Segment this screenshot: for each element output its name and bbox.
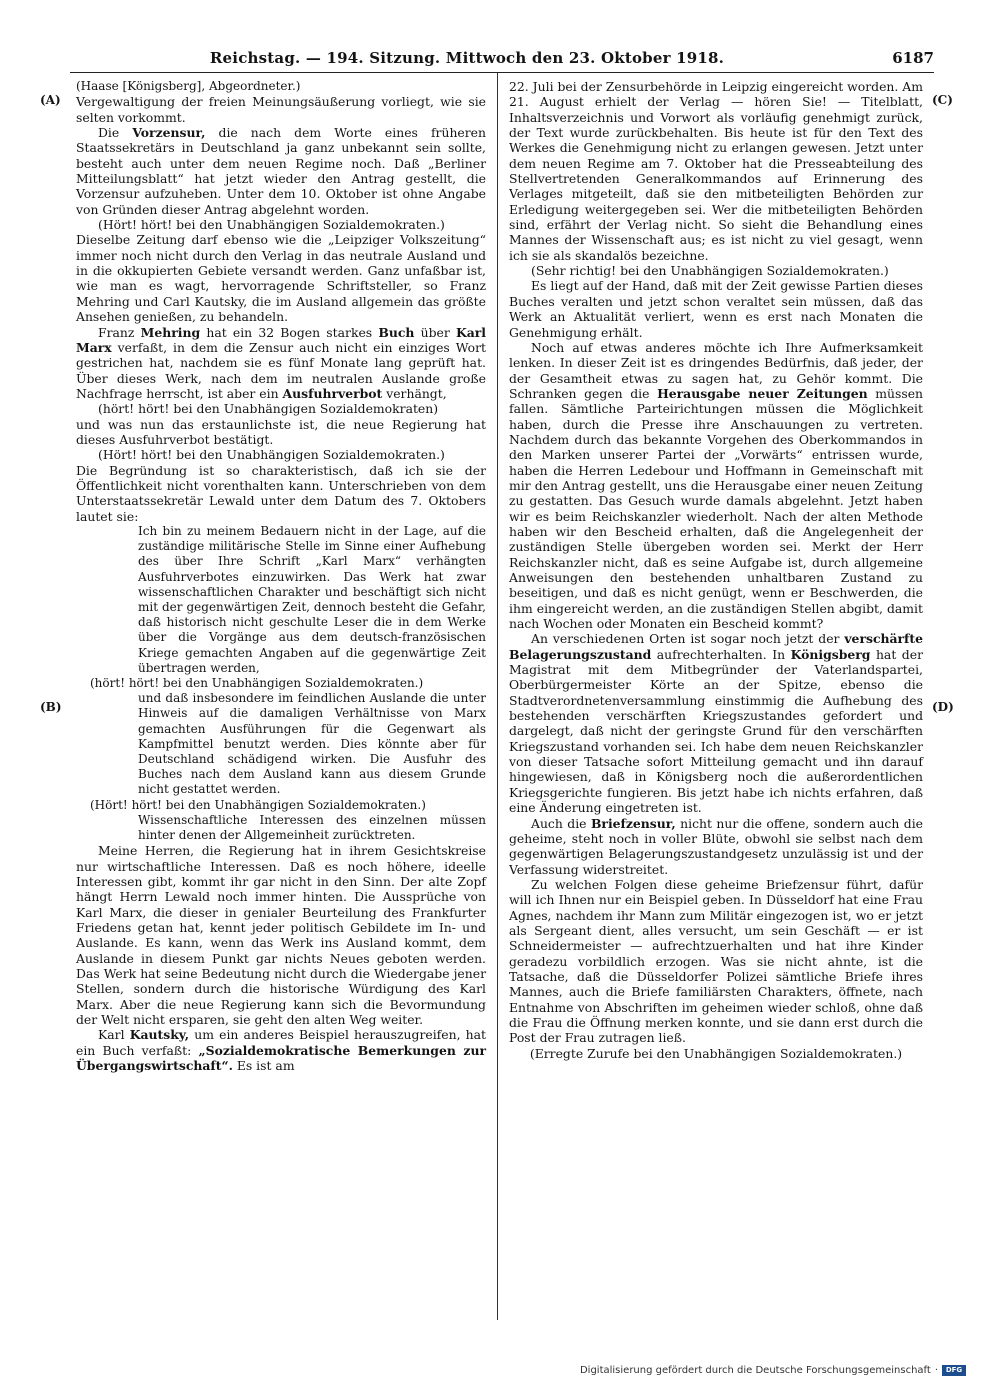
emphasis: Briefzensur,: [590, 815, 676, 831]
footer-text: Digitalisierung gefördert durch die Deutsche Forschungsgemeinschaft: [579, 1365, 931, 1376]
paragraph: Auch die Briefzensur, nicht nur die offene, sondern auch die geheime, steht noch in voller Blüte, obwohl sie selbst nach dem gegenwärtigen Belagerungszustandgesetz unzulässig ist und der Verfassung widerstreitet.: [509, 815, 923, 877]
paragraph: Franz Mehring hat ein 32 Bogen starkes Buch über Karl Marx verfaßt, in dem die Zensur auch nicht ein einziges Wort gestrichen hat, nachdem sie es fünf Monate lang geprüft hat. Über dieses Werk, nach dem im neutralen Auslande große Nachfrage herrscht, ist aber ein Ausfuhrverbot verhängt,: [76, 324, 487, 401]
emphasis: Mehring: [140, 324, 201, 340]
paragraph: Karl Kautsky, um ein anderes Beispiel herauszugreifen, hat ein Buch verfaßt: „Sozialdemokratische Bemerkungen zur Übergangswirtschaft“. Es ist am: [76, 1027, 487, 1074]
page-header: [70, 46, 934, 70]
dfg-logo-icon: DFG: [942, 1365, 966, 1376]
margin-letter-c: (C): [932, 93, 953, 107]
paragraph: Zu welchen Folgen diese geheime Briefzensur führt, dafür will ich Ihnen nur ein Beispiel geben. In Düsseldorf hat eine Frau Agnes, nachdem ihr Mann zum Militär eingezogen ist, wo er jetzt als Sergeant dient, alles versucht, um sein Geschäft — er ist Schneidermeister — aufrechtzuerhalten und hat ihre Kinder geradezu vorbildlich erzogen. Was sie nicht ahnte, ist die Tatsache, daß die Düsseldorfer Polizei sämtliche Briefe ihres Mannes, auch die Briefe familiärsten Charakters, öffnete, nach Entnahme von Abschriften im geheimen wieder schloß, ohne daß die Frau die Öffnung merken konnte, und sie dann erst durch die Post der Frau zutragen ließ.: [509, 876, 923, 1046]
right-column: [509, 79, 923, 1061]
column-divider: [497, 73, 498, 1320]
paragraph: Die Vorzensur, die nach dem Worte eines früheren Staatssekretärs in Deutschland ja ganz unbekannt sein sollte, besteht auch unter dem neuen Regime noch. Daß „Berliner Mitteilungsblatt“ hat jetzt wieder den Antrag gestellt, die Vorzensur aufzuheben. Unter dem 10. Oktober ist ohne Angabe von Gründen dieser Antrag abgelehnt worden.: [76, 125, 486, 217]
page-title: Reichstag. — 194. Sitzung. Mittwoch den 23. Oktober 1918.: [209, 49, 725, 67]
paragraph: Vergewaltigung der freien Meinungsäußerung vorliegt, wie sie selten vorkommt.: [76, 94, 486, 125]
emphasis: Königsberg: [790, 646, 871, 662]
page-number: 6187: [892, 49, 934, 67]
header-rule: [70, 72, 934, 73]
emphasis: Ausfuhrverbot: [282, 385, 383, 401]
interjection: (Erregte Zurufe bei den Unabhängigen Sozialdemokraten.): [529, 1045, 903, 1061]
left-column: [76, 79, 486, 1073]
emphasis: verschärfte Belagerungszustand: [509, 631, 923, 662]
quotation: und daß insbesondere im feindlichen Auslande die unter Hinweis auf die damaligen Verhältnisse von Marx gemachten Ausführungen für die Gegenwart als Kampfmittel benutzt werden. Dies könnte aber für Deutschland schädigend wirken. Die Ausfuhr des Buches nach dem Ausland kann aus diesem Grunde nicht gestattet werden.: [138, 691, 486, 797]
interjection: (Hört! hört! bei den Unabhängigen Sozialdemokraten.): [98, 217, 445, 233]
paragraph: und was nun das erstaunlichste ist, die neue Regierung hat dieses Ausfuhrverbot bestätigt.: [76, 416, 486, 447]
speaker-line: (Haase [Königsberg], Abgeordneter.): [76, 79, 301, 93]
paragraph: Noch auf etwas anderes möchte ich Ihre Aufmerksamkeit lenken. In dieser Zeit ist es dringendes Bedürfnis, daß jeder, der der Gesamtheit etwas zu sagen hat, zu Gehör kommt. Die Schranken gegen die Herausgabe neuer Zeitungen müssen fallen. Sämtliche Parteirichtungen müssen die Möglichkeit haben, durch die Presse ihre Anschauungen zu vertreten. Nachdem durch das bekannte Vorgehen des Oberkommandos in den Marken unserer Partei der „Vorwärts“ entrissen wurde, haben die Herren Ledebour und Hoffmann in Gemeinschaft mit mir den Antrag gestellt, uns die Herausgabe einer neuen Zeitung zu gestatten. Das Gesuch wurde damals abgelehnt. Jetzt haben wir es beim Reichskanzler wiederholt. Nach der alten Methode haben wir den Bescheid erhalten, daß die Angelegenheit der zuständigen Stelle übergeben worden sei. Merkt der Herr Reichskanzler nicht, daß es seine Aufgabe ist, durch allgemeine Anweisungen den bestehenden unhaltbaren Zustand zu beseitigen, und daß es nicht genügt, wenn er Beschwerden, die ihm eingereicht werden, an die zuständigen Stellen abgibt, damit nach Wochen oder Monaten ein Bescheid kommt?: [509, 339, 924, 632]
paragraph: Dieselbe Zeitung darf ebenso wie die „Leipziger Volkszeitung“ immer noch nicht durch den Verlag in das neutrale Ausland und in die okkupierten Gebiete versandt werden. Ganz unfaßbar ist, wie man es wagt, hervorragende Schriftsteller, so Franz Mehring und Carl Kautsky, die im Ausland allgemein das größte Ansehen genießen, zu behandeln.: [76, 232, 486, 325]
paragraph: Es liegt auf der Hand, daß mit der Zeit gewisse Partien dieses Buches veralten und jetzt schon veraltet sein müssen, daß das Werk an Aktualität verliert, wenn es erst nach Monaten die Genehmigung erhält.: [509, 278, 923, 340]
emphasis: Karl Marx: [76, 324, 487, 355]
interjection: (hört! hört! bei den Unabhängigen Sozialdemokraten): [98, 401, 439, 417]
margin-letter-b: (B): [40, 700, 62, 714]
margin-letter-a: (A): [40, 93, 61, 107]
interjection: (Sehr richtig! bei den Unabhängigen Sozialdemokraten.): [531, 263, 889, 279]
margin-letter-d: (D): [932, 700, 954, 714]
paragraph: An verschiedenen Orten ist sogar noch jetzt der verschärfte Belagerungszustand aufrechterhalten. In Königsberg hat der Magistrat mit dem Mitbegründer der Vaterlandspartei, Oberbürgermeister Körte an der Spitze, ebenso die Stadtverordnetenversammlung einstimmig die Aufhebung des bestehenden verschärften Kriegszustandes gefordert und dargelegt, daß nicht der geringste Grund für den verschärften Kriegszustand vorhanden sei. Ich habe dem neuen Reichskanzler von dieser Tatsache sofort Mitteilung gemacht und ihn darauf hingewiesen, daß in Königsberg noch die außerordentlichen Kriegsgerichte fungieren. Bis jetzt habe ich nichts erfahren, daß eine Änderung eingetreten ist.: [509, 631, 923, 816]
paragraph: Meine Herren, die Regierung hat in ihrem Gesichtskreise nur wirtschaftliche Interessen. Daß es noch höhere, ideelle Interessen gibt, kommt ihr gar nicht in den Sinn. Der alte Zopf hängt Herrn Lewald noch immer hinten. Die Aussprüche von Karl Marx, die dieser in genialer Beurteilung des Frankfurter Friedens getan hat, kennt jeder politisch Gebildete im In- und Auslande. Es kann, wenn das Werk ins Ausland kommt, dem Auslande in diesem Punkt gar nichts Neues geboten werden. Das Werk hat seine Bedeutung nicht durch die Wiedergabe jener Stellen, sondern durch die historische Würdigung des Karl Marx. Aber die neue Regierung kann sich die Bevormundung der Welt nicht ersparen, sie geht den alten Weg weiter.: [76, 843, 486, 1028]
interjection: (Hört! hört! bei den Unabhängigen Sozialdemokraten.): [98, 447, 445, 463]
emphasis: Buch: [378, 324, 415, 340]
emphasis: Kautsky,: [129, 1027, 190, 1043]
emphasis: Vorzensur,: [132, 125, 206, 141]
emphasis: „Sozialdemokratische Bemerkungen zur Übergangswirtschaft“.: [76, 1042, 486, 1074]
emphasis: Herausgabe neuer Zeitungen: [657, 385, 868, 401]
paragraph: 22. Juli bei der Zensurbehörde in Leipzig eingereicht worden. Am 21. August erhielt der Verlag — hören Sie! — Titelblatt, Inhaltsverzeichnis und Vorwort als vorläufig genehmigt zurück, der Text wurde zurückbehalten. Bis heute ist für den Text des Werkes die Genehmigung nicht zu erlangen gewesen. Jetzt unter dem neuen Regime am 7. Oktober hat die Presseabteilung des Stellvertretenden Generalkommandos auf Erinnerung des Verlages mitgeteilt, daß sie den mitbeteiligten Behörden zur Erledigung weitergegeben sei. Wer die mitbeteiligten Behörden sind, erfährt der Verlag nicht. So sieht die Behandlung eines Mannes der Wissenschaft aus; es ist nicht zu viel gesagt, wenn ich sie als skandalös bezeichne.: [509, 79, 923, 263]
quotation: Ich bin zu meinem Bedauern nicht in der Lage, auf die zuständige militärische Stelle im Sinne einer Aufhebung des über Ihre Schrift „Karl Marx“ verhängten Ausfuhrverbotes einzuwirken. Das Werk hat zwar wissenschaftlichen Charakter und beschäftigt sich nicht mit der gegenwärtigen Zeit, dennoch besteht die Gefahr, daß historisch nicht geschulte Leser die in dem Werke über die Vorgänge aus dem deutsch-französischen Kriege gemachten Angaben auf die gegenwärtige Zeit übertragen werden,: [138, 523, 486, 675]
interjection: (hört! hört! bei den Unabhängigen Sozialdemokraten.): [90, 676, 424, 690]
quotation: Wissenschaftliche Interessen des einzelnen müssen hinter denen der Allgemeinheit zurücktreten.: [138, 812, 486, 843]
interjection: (Hört! hört! bei den Unabhängigen Sozialdemokraten.): [90, 797, 426, 812]
footer-credit: Digitalisierung gefördert durch die Deutsche Forschungsgemeinschaft · DFG: [580, 1365, 966, 1376]
paragraph: Die Begründung ist so charakteristisch, daß ich sie der Öffentlichkeit nicht vorenthalten kann. Unterschrieben von dem Unterstaatssekretär Lewald unter dem Datum des 7. Oktobers lautet sie:: [76, 462, 486, 524]
